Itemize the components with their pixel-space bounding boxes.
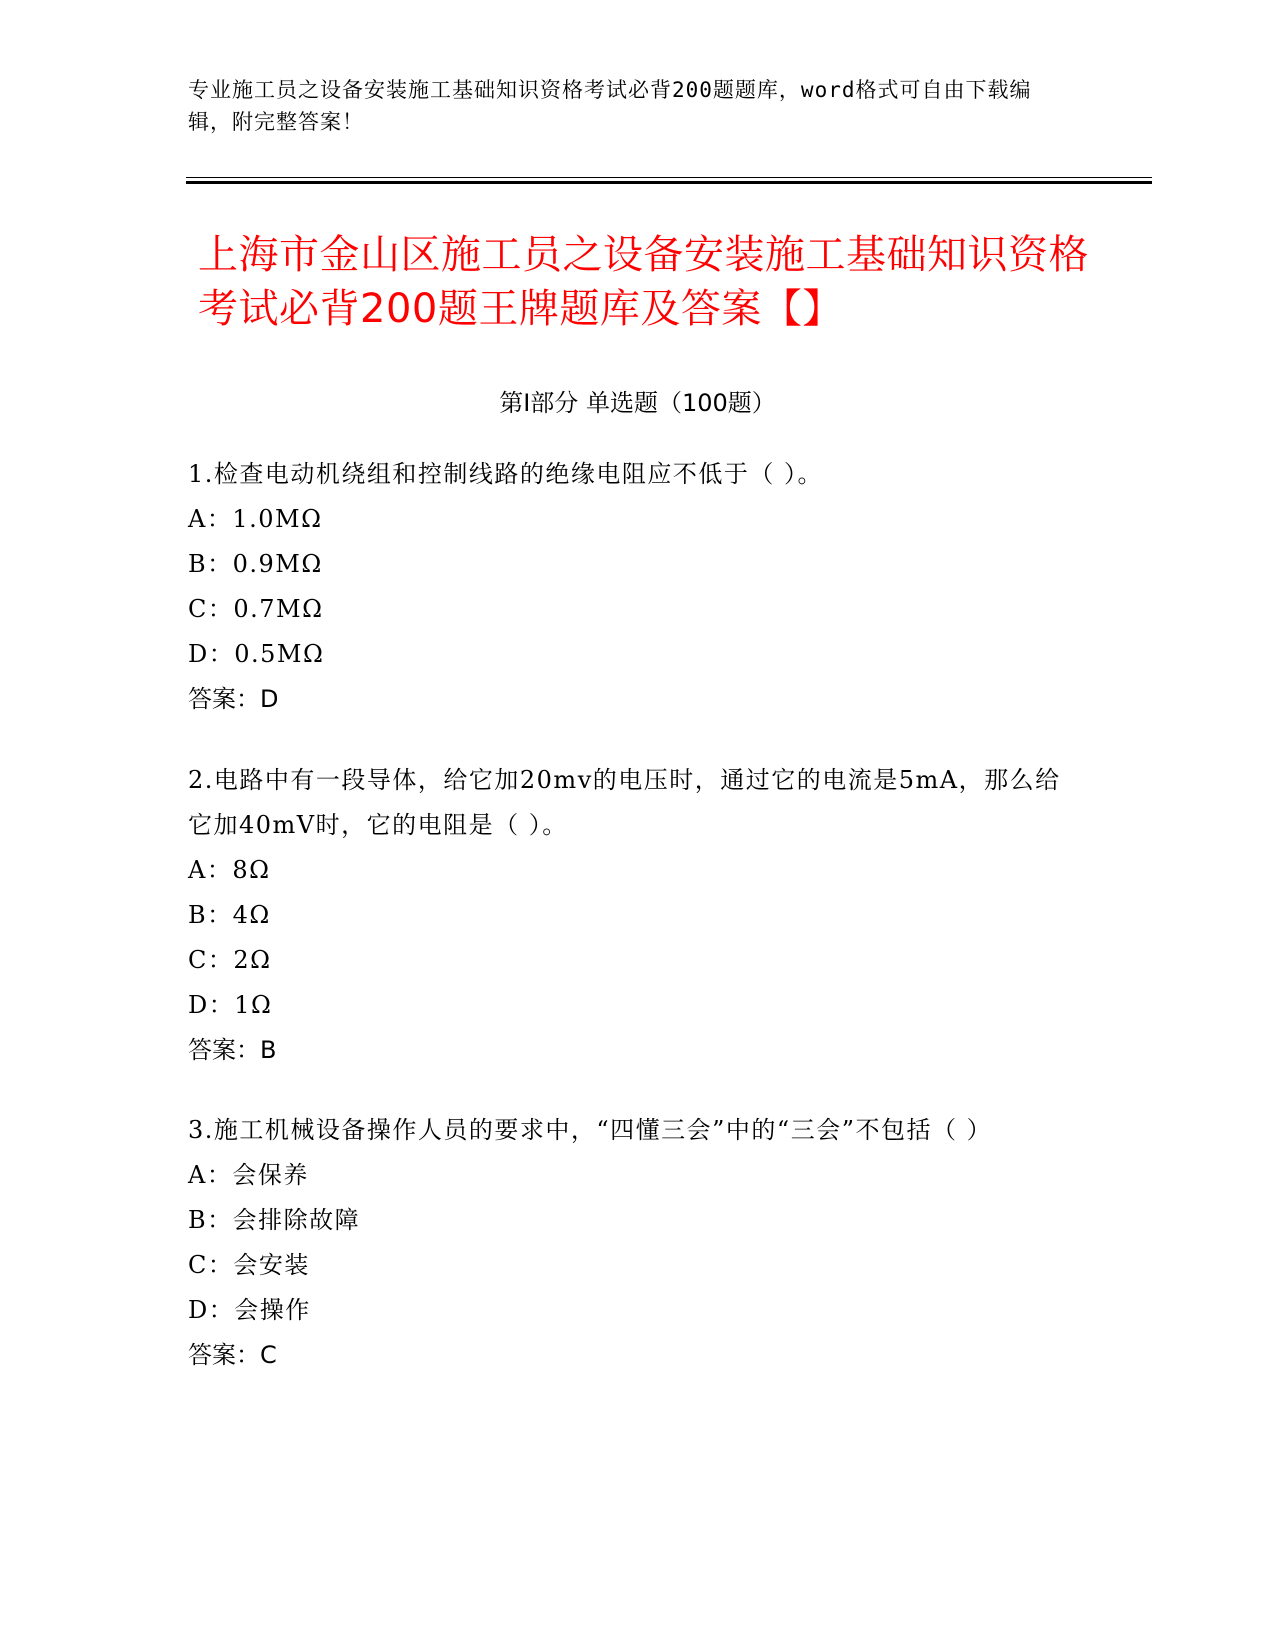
question-stem: 3.施工机械设备操作人员的要求中，“四懂三会”中的“三会”不包括（ ） [188, 1116, 993, 1144]
option-a: A：会保养 [188, 1161, 309, 1189]
question-1 [188, 452, 1068, 722]
option-c: C：2Ω [188, 946, 272, 974]
document-title: 上海市金山区施工员之设备安装施工基础知识资格考试必背200题王牌题库及答案【】 [198, 232, 1089, 332]
option-d: D：会操作 [188, 1296, 311, 1324]
option-b: B：4Ω [188, 901, 271, 929]
answer: 答案：D [188, 685, 279, 713]
question-3 [188, 1108, 1068, 1378]
option-c: C：0.7MΩ [188, 595, 324, 623]
option-a: A：8Ω [188, 856, 271, 884]
header-divider-thin [186, 177, 1152, 178]
option-a: A：1.0MΩ [188, 505, 323, 533]
question-stem: 2.电路中有一段导体，给它加20mv的电压时，通过它的电流是5mA，那么给它加40mV时，它的电阻是（ ）。 [188, 766, 1061, 839]
section-heading: 第Ⅰ部分 单选题（100题） [499, 389, 776, 417]
option-d: D：0.5MΩ [188, 640, 325, 668]
header-note: 专业施工员之设备安装施工基础知识资格考试必背200题题库，word格式可自由下载编辑，附完整答案！ [188, 78, 1032, 134]
answer: 答案：C [188, 1341, 277, 1369]
option-b: B：会排除故障 [188, 1206, 361, 1234]
option-b: B：0.9MΩ [188, 550, 323, 578]
option-d: D：1Ω [188, 991, 273, 1019]
question-stem: 1.检查电动机绕组和控制线路的绝缘电阻应不低于（ ）。 [188, 460, 824, 488]
answer: 答案：B [188, 1036, 277, 1064]
question-2 [188, 758, 1068, 1073]
header-divider-thick [186, 181, 1152, 184]
option-c: C：会安装 [188, 1251, 310, 1279]
